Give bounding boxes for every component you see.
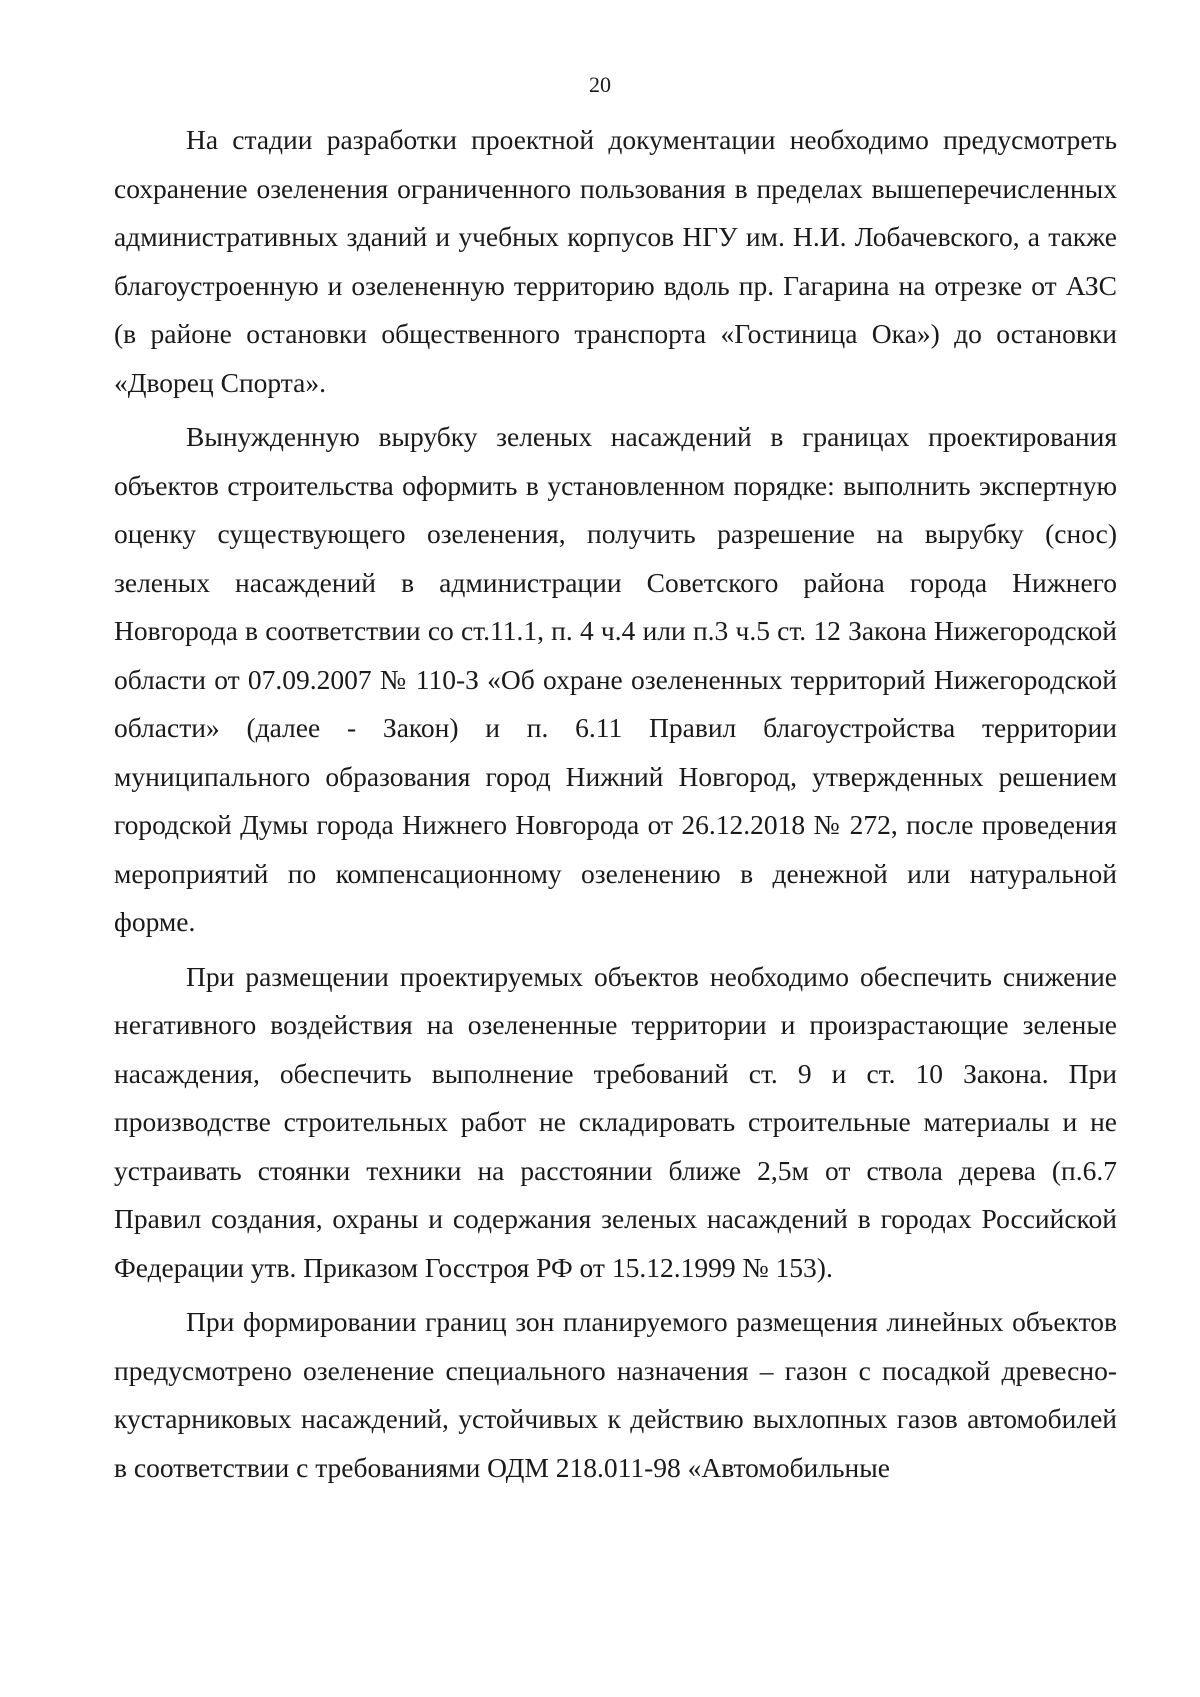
document-body bbox=[114, 116, 1117, 1498]
paragraph-4: При формировании границ зон планируемого размещения линейных объектов предусмотрено озеленение специального назначения – газон с посадкой древесно-кустарниковых насаждений, устойчивых к действию выхлопных газов автомобилей в соответствии с требованиями ОДМ 218.011-98 «Автомобильные bbox=[114, 1306, 1117, 1483]
paragraph-2: Вынужденную вырубку зеленых насаждений в границах проектирования объектов строительства оформить в установленном порядке: выполнить экспертную оценку существующего озеленения, получить разрешение на вырубку (снос) зеленых насаждений в администрации Советского района города Нижнего Новгорода в соответствии со ст.11.1, п. 4 ч.4 или п.3 ч.5 ст. 12 Закона Нижегородской области от 07.09.2007 № 110-З «Об охране озелененных территорий Нижегородской области» (далее - Закон) и п. 6.11 Правил благоустройства территории муниципального образования город Нижний Новгород, утвержденных решением городской Думы города Нижнего Новгорода от 26.12.2018 № 272, после проведения мероприятий по компенсационному озеленению в денежной или натуральной форме. bbox=[114, 421, 1117, 937]
page-number: 20 bbox=[589, 72, 611, 97]
paragraph-1: На стадии разработки проектной документации необходимо предусмотреть сохранение озеленения ограниченного пользования в пределах вышеперечисленных административных зданий и учебных корпусов НГУ им. Н.И. Лобачевского, а также благоустроенную и озелененную территорию вдоль пр. Гагарина на отрезке от АЗС (в районе остановки общественного транспорта «Гостиница Ока») до остановки «Дворец Спорта». bbox=[114, 124, 1117, 398]
paragraph-3: При размещении проектируемых объектов необходимо обеспечить снижение негативного воздействия на озелененные территории и произрастающие зеленые насаждения, обеспечить выполнение требований ст. 9 и ст. 10 Закона. При производстве строительных работ не складировать строительные материалы и не устраивать стоянки техники на расстоянии ближе 2,5м от ствола дерева (п.6.7 Правил создания, охраны и содержания зеленых насаждений в городах Российской Федерации утв. Приказом Госстроя РФ от 15.12.1999 № 153). bbox=[114, 960, 1117, 1283]
